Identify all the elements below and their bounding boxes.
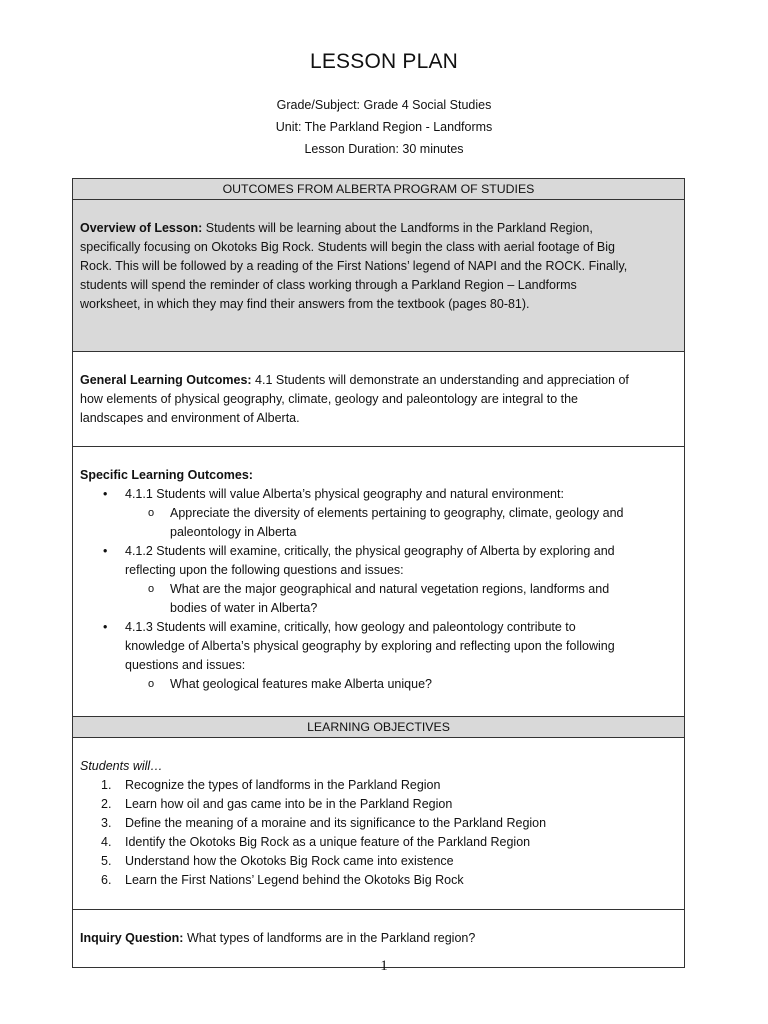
objective-item: 5. Understand how the Okotoks Big Rock came into existence [101, 854, 454, 868]
outcome-sub-item: o What geological features make Alberta unique? [170, 675, 677, 694]
specific-outcomes-cell [73, 447, 685, 717]
objectives-intro: Students will… [80, 759, 163, 773]
unit: Unit: The Parkland Region - Landforms [275, 120, 493, 134]
inquiry-label: Inquiry Question: [80, 931, 184, 945]
lesson-plan-table [72, 178, 685, 968]
objective-item: 1. Recognize the types of landforms in the Parkland Region [101, 778, 441, 792]
lesson-meta [0, 94, 768, 160]
overview-line-0: Students will be learning about the Landforms in the Parkland Region, [202, 221, 593, 235]
overview-line-1: specifically focusing on Okotoks Big Rock. Students will begin the class with aerial footage of Big [80, 240, 615, 254]
outcomes-header: OUTCOMES FROM ALBERTA PROGRAM OF STUDIES [73, 179, 685, 200]
overview-line-3: students will spend the reminder of class working through a Parkland Region – Landforms [80, 278, 577, 292]
objective-item: 4. Identify the Okotoks Big Rock as a unique feature of the Parkland Region [101, 835, 531, 849]
specific-outcomes-label: Specific Learning Outcomes: [80, 468, 253, 482]
objective-item: 6. Learn the First Nations’ Legend behind the Okotoks Big Rock [101, 873, 464, 887]
general-outcomes-label: General Learning Outcomes: [80, 373, 252, 387]
objective-item: 2. Learn how oil and gas came into be in the Parkland Region [101, 797, 453, 811]
general-outcomes-cell [73, 352, 685, 447]
outcome-sub-list [125, 504, 677, 542]
outcome-item: • 4.1.3 Students will examine, critically, how geology and paleontology contribute to knowledge of Alberta’s physical geography by exploring and reflecting upon the following questions and issues: o What geological features make Alberta unique? [125, 618, 677, 694]
objectives-list [80, 776, 677, 890]
objectives-cell [73, 738, 685, 910]
objectives-header: LEARNING OBJECTIVES [73, 717, 685, 738]
grade-subject: Grade/Subject: Grade 4 Social Studies [276, 98, 492, 112]
specific-outcomes-list [80, 485, 677, 694]
general-line-2: landscapes and environment of Alberta. [80, 411, 300, 425]
outcome-sub-list [125, 580, 677, 618]
inquiry-question: What types of landforms are in the Parkland region? [183, 931, 476, 945]
outcome-sub-item: o What are the major geographical and natural vegetation regions, landforms and bodies of water in Alberta? [170, 580, 677, 618]
general-line-1: how elements of physical geography, climate, geology and paleontology are integral to the [80, 392, 578, 406]
outcome-sub-item: o Appreciate the diversity of elements pertaining to geography, climate, geology and paleontology in Alberta [170, 504, 677, 542]
outcome-item: • 4.1.1 Students will value Alberta’s physical geography and natural environment: o Appreciate the diversity of elements pertaining to geography, climate, geology and paleontology in Alberta [125, 485, 677, 542]
overview-line-4: worksheet, in which they may find their answers from the textbook (pages 80-81). [80, 297, 530, 311]
overview-cell [73, 200, 685, 352]
overview-line-2: Rock. This will be followed by a reading of the First Nations’ legend of NAPI and the ROCK. Finally, [80, 259, 628, 273]
general-line-0: 4.1 Students will demonstrate an understanding and appreciation of [251, 373, 629, 387]
page-title: LESSON PLAN [309, 50, 459, 73]
outcome-sub-list [125, 675, 677, 694]
lesson-duration: Lesson Duration: 30 minutes [304, 142, 464, 156]
overview-label: Overview of Lesson: [80, 221, 203, 235]
outcome-item: • 4.1.2 Students will examine, critically, the physical geography of Alberta by exploring and reflecting upon the following questions and issues: o What are the major geographical and natural vegetation regions, landforms and bodies of water in Alberta? [125, 542, 677, 618]
objective-item: 3. Define the meaning of a moraine and its significance to the Parkland Region [101, 816, 547, 830]
page-number: 1 [380, 958, 388, 974]
